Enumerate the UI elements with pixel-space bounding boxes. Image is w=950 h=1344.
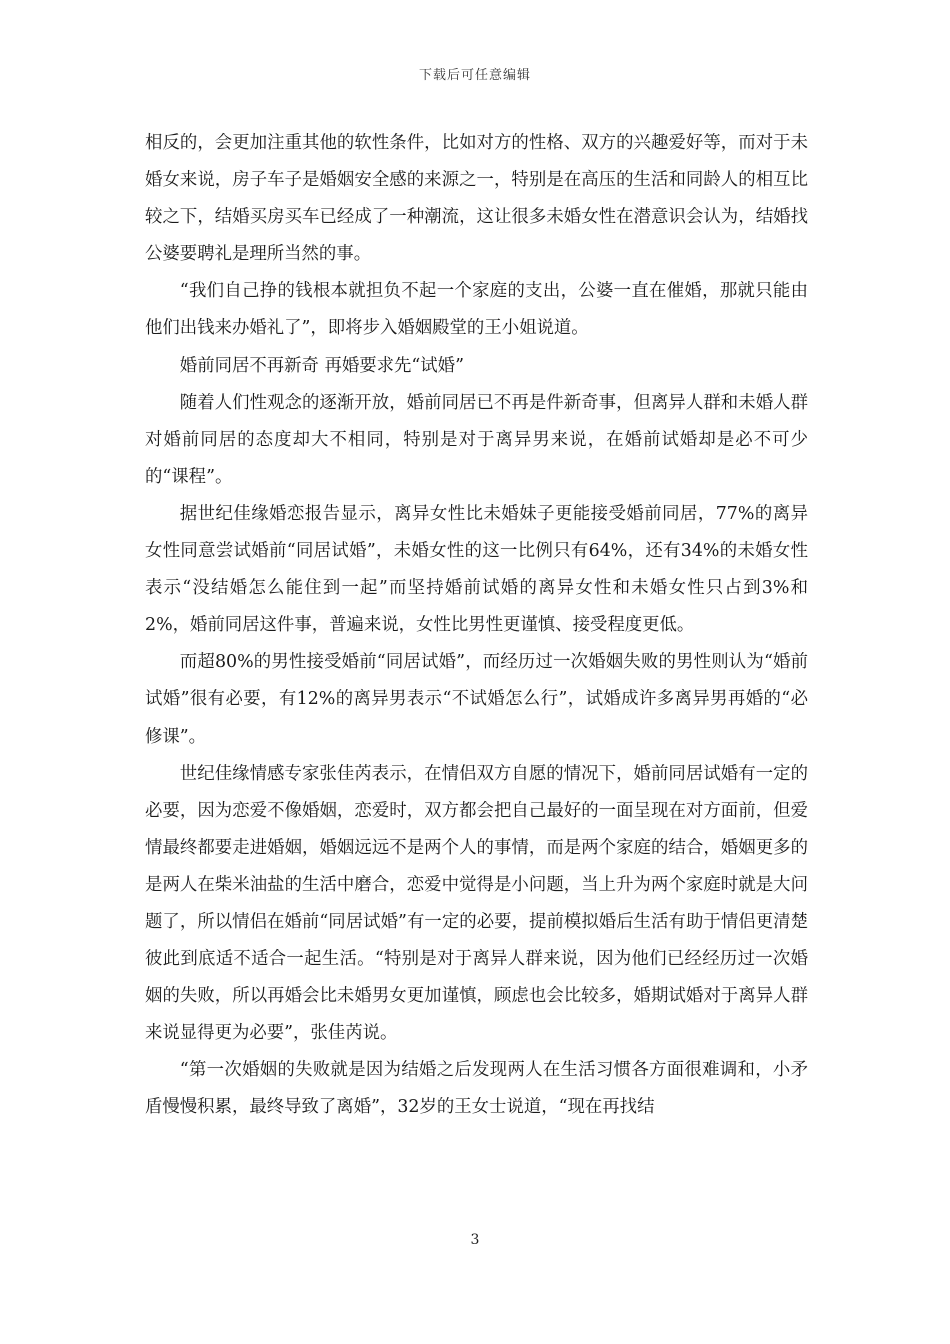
paragraph-quote-wang-2: “第一次婚姻的失败就是因为结婚之后发现两人在生活习惯各方面很难调和，小矛盾慢慢积累，最终导致了离婚”，32岁的王女士说道，“现在再找结 — [145, 1060, 808, 1118]
page-header: 下载后可任意编辑 — [418, 68, 531, 83]
paragraph-report-stats: 据世纪佳缘婚恋报告显示，离异女性比未婚妹子更能接受婚前同居，77%的离异女性同意尝试婚前“同居试婚”，未婚女性的这一比例只有64%，还有34%的未婚女性表示“没结婚怎么能住到一起”而坚持婚前试婚的离异女性和未婚女性只占到3%和2%，婚前同居这件事，普遍来说，女性比男性更谨慎、接受程度更低。 — [145, 503, 808, 636]
paragraph-expert-opinion: 世纪佳缘情感专家张佳芮表示，在情侣双方自愿的情况下，婚前同居试婚有一定的必要，因为恋爱不像婚姻，恋爱时，双方都会把自己最好的一面呈现在对方面前，但爱情最终都要走进婚姻，婚姻远远不是两个人的事情，而是两个家庭的结合，婚姻更多的是两人在柴米油盐的生活中磨合，恋爱中觉得是小问题，当上升为两个家庭时就是大问题了，所以情侣在婚前“同居试婚”有一定的必要，提前模拟婚后生活有助于情侣更清楚彼此到底适不适合一起生活。“特别是对于离异人群来说，因为他们已经经历过一次婚姻的失败，所以再婚会比未婚男女更加谨慎，顾虑也会比较多，婚期试婚对于离异人群来说显得更为必要”，张佳芮说。 — [145, 763, 808, 1044]
paragraph-continuation: 相反的，会更加注重其他的软性条件，比如对方的性格、双方的兴趣爱好等，而对于未婚女来说，房子车子是婚姻安全感的来源之一，特别是在高压的生活和同龄人的相互比较之下，结婚买房买车已经成了一种潮流，这让很多未婚女性在潜意识会认为，结婚找公婆要聘礼是理所当然的事。 — [145, 133, 808, 265]
page-number: 3 — [470, 1232, 480, 1248]
paragraph-cohabitation: 随着人们性观念的逐渐开放，婚前同居已不再是件新奇事，但离异人群和未婚人群对婚前同居的态度却大不相同，特别是对于离异男来说，在婚前试婚却是必不可少的“课程”。 — [145, 392, 808, 487]
paragraph-male-stats: 而超80%的男性接受婚前“同居试婚”，而经历过一次婚姻失败的男性则认为“婚前试婚”很有必要，有12%的离异男表示“不试婚怎么行”，试婚成许多离异男再婚的“必修课”。 — [145, 652, 808, 747]
body-text — [145, 125, 808, 1127]
paragraph-quote-wang: “我们自己挣的钱根本就担负不起一个家庭的支出，公婆一直在催婚，那就只能由他们出钱来办婚礼了”，即将步入婚姻殿堂的王小姐说道。 — [145, 281, 808, 339]
section-subheading: 婚前同居不再新奇 再婚要求先“试婚” — [179, 355, 464, 376]
